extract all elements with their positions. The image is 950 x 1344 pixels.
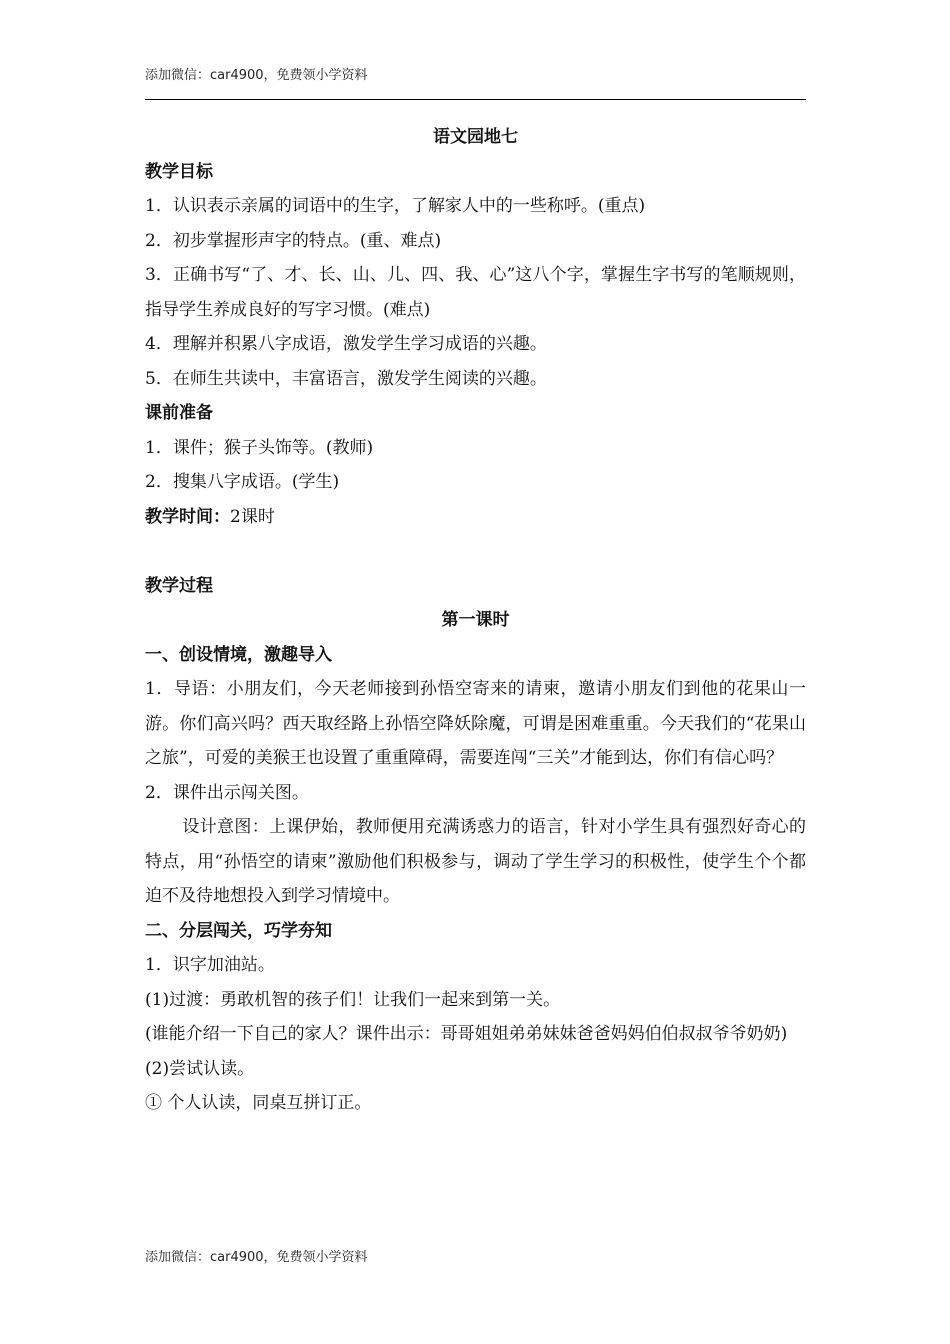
section2-item-1: 1．识字加油站。 — [145, 955, 275, 975]
lesson-title: 第一课时 — [441, 610, 510, 630]
document-title: 语文园地七 — [433, 127, 518, 147]
section2-item-4: (2)尝试认读。 — [145, 1058, 255, 1079]
header-watermark-note: 添加微信：car4900，免费领小学资料 — [145, 68, 368, 83]
section1-item-1: 1．导语：小朋友们，今天老师接到孙悟空寄来的请柬，邀请小朋友们到他的花果山一游。你们高兴吗？西天取经路上孙悟空降妖除魔，可谓是困难重重。今天我们的“花果山之旅”，可爱的美猴王也设置了重重障碍，需要连闯“三关”才能到达，你们有信心吗？ — [145, 679, 806, 768]
goals-heading: 教学目标 — [145, 161, 213, 182]
process-heading: 教学过程 — [145, 575, 213, 596]
goal-item-5: 5．在师生共读中，丰富语言，激发学生阅读的兴趣。 — [145, 368, 547, 389]
goal-item-2: 2．初步掌握形声字的特点。(重、难点) — [145, 230, 442, 251]
prep-heading: 课前准备 — [145, 403, 213, 423]
footer-watermark-note: 添加微信：car4900，免费领小学资料 — [145, 1250, 368, 1265]
header-divider — [145, 99, 806, 100]
goal-item-4: 4．理解并积累八字成语，激发学生学习成语的兴趣。 — [145, 334, 547, 354]
section1-item-2: 2．课件出示闯关图。 — [145, 782, 309, 803]
design-intent: 设计意图：上课伊始，教师便用充满诱惑力的语言，针对小学生具有强烈好奇心的特点，用“孙悟空的请柬”激励他们积极参与，调动了学生学习的积极性，使学生个个都迫不及待地想投入到学习情境中。 — [145, 817, 806, 906]
section2-item-2: (1)过渡：勇敢机智的孩子们！让我们一起来到第一关。 — [145, 989, 561, 1010]
teaching-time-value: 2课时 — [230, 506, 275, 527]
teaching-time — [145, 500, 806, 535]
section2-heading: 二、分层闯关，巧学夯知 — [145, 920, 332, 941]
document-body — [145, 120, 806, 1121]
goal-item-3: 3．正确书写“了、才、长、山、儿、四、我、心”这八个字，掌握生字书写的笔顺规则，指导学生养成良好的写字习惯。(难点) — [145, 265, 806, 320]
prep-item-1: 1．课件；猴子头饰等。(教师) — [145, 437, 374, 458]
teaching-time-label: 教学时间： — [145, 506, 230, 527]
section2-item-3: (谁能介绍一下自己的家人？课件出示：哥哥姐姐弟弟妹妹爸爸妈妈伯伯叔叔爷爷奶奶) — [145, 1024, 788, 1044]
section2-item-5: ① 个人认读，同桌互拼订正。 — [145, 1093, 372, 1113]
section1-heading: 一、创设情境，激趣导入 — [145, 644, 332, 665]
spacer — [145, 534, 806, 569]
prep-item-2: 2．搜集八字成语。(学生) — [145, 472, 340, 492]
goal-item-1: 1．认识表示亲属的词语中的生字，了解家人中的一些称呼。(重点) — [145, 196, 646, 216]
